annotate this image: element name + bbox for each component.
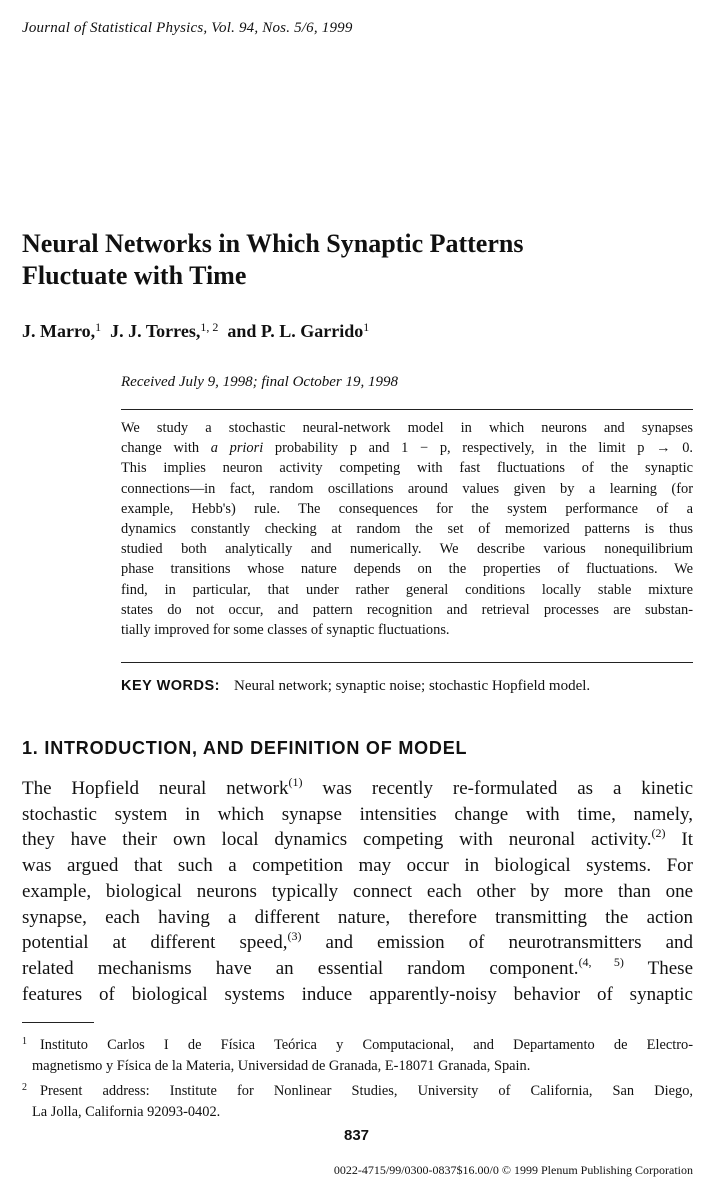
section-heading: 1. INTRODUCTION, AND DEFINITION OF MODEL [22, 738, 468, 758]
footnote-line [22, 1077, 693, 1102]
author-name: J. Marro, [22, 321, 96, 341]
copyright-line: 0022-4715/99/0300-0837$16.00/0 © 1999 Plenum Publishing Corporation [333, 1163, 693, 1177]
text-run: Present address: Institute for Nonlinear Studies, University of California, San Diego, [40, 1083, 693, 1099]
abstract-line [121, 438, 693, 458]
text-run: they have their own local dynamics competing with neuronal activity. [22, 829, 652, 851]
abstract-line: example, Hebb's) rule. The consequences for the system performance of a [121, 500, 693, 517]
footnote-mark: 1 [22, 1036, 27, 1047]
footnote [22, 1031, 693, 1077]
text-run: It [665, 829, 693, 851]
text-run: and emission of neurotransmitters and [301, 932, 694, 954]
abstract-line: states do not occur, and pattern recognition and retrieval processes are substan- [121, 601, 693, 618]
affiliation-mark: 1 [95, 320, 102, 334]
paragraph-line: was argued that such a competition may occur in biological systems. For [22, 855, 693, 877]
abstract-line: We study a stochastic neural-network model in which neurons and synapses [121, 420, 693, 436]
journal-header: Journal of Statistical Physics, Vol. 94, Nos. 5/6, 1999 [22, 20, 353, 36]
abstract-italic: a priori [210, 440, 264, 457]
abstract-line: studied both analytically and numerically. We describe various nonequilibrium [121, 541, 693, 558]
author-list [22, 320, 369, 342]
citation: (2) [651, 826, 666, 841]
paragraph-line [22, 776, 693, 802]
abstract-line: tially improved for some classes of synaptic fluctuations. [121, 622, 450, 639]
abstract-line: connections—in fact, random oscillations around values given by a learning (for [121, 480, 693, 497]
text-run: Instituto Carlos I de Física Teórica y Computacional, and Departamento de Electro- [40, 1037, 693, 1053]
abstract-top-rule [121, 409, 693, 410]
citation: (1) [288, 775, 303, 789]
abstract-text: probability p and 1 − p, respectively, in the limit p → 0. [274, 440, 693, 457]
text-run: The Hopfield neural network [22, 778, 289, 799]
abstract-line: This implies neuron activity competing with fast fluctuations of the synaptic [121, 460, 693, 477]
abstract-line: phase transitions whose nature depends on the properties of fluctuations. We [121, 561, 693, 578]
footnote-line [22, 1031, 693, 1056]
citation: (4, 5) [578, 954, 624, 969]
keywords [121, 678, 590, 695]
abstract-line: find, in particular, that under rather general conditions locally stable mixture [121, 581, 693, 598]
paragraph-line [22, 827, 693, 853]
paper-title [22, 228, 682, 292]
text-run: related mechanisms have an essential random component. [22, 957, 579, 979]
footnotes [22, 1031, 693, 1123]
abstract-text: change with [121, 440, 200, 457]
affiliation-mark: 1 [363, 320, 370, 334]
affiliation-mark: 1, 2 [200, 320, 219, 334]
keywords-label: KEY WORDS: [121, 678, 220, 694]
author-name: P. L. Garrido [260, 321, 364, 341]
keywords-text: Neural network; synaptic noise; stochastic Hopfield model. [234, 678, 591, 694]
paragraph-line: stochastic system in which synapse intensities change with time, namely, [22, 803, 693, 825]
text-run: was recently re-formulated as a kinetic [302, 778, 694, 799]
footnote [22, 1077, 693, 1123]
page-number: 837 [343, 1127, 370, 1144]
paragraph-line: features of biological systems induce apparently-noisy behavior of synaptic [22, 983, 693, 1005]
title-line: Neural Networks in Which Synaptic Patterns [22, 229, 524, 258]
paragraph-line [22, 956, 693, 982]
footnote-rule [22, 1022, 94, 1023]
footnote-mark: 2 [22, 1082, 27, 1093]
received-dates: Received July 9, 1998; final October 19, 1998 [121, 374, 399, 390]
introduction-paragraph [22, 776, 693, 1007]
author-conjunction: and [227, 321, 257, 341]
text-run: potential at different speed, [22, 932, 288, 954]
text-run: These [623, 957, 693, 979]
citation: (3) [287, 929, 302, 944]
abstract-bottom-rule [121, 662, 693, 663]
paragraph-line: example, biological neurons typically connect each other by more than one [22, 880, 693, 902]
footnote-line: La Jolla, California 92093-0402. [32, 1104, 221, 1120]
footnote-line: magnetismo y Física de la Materia, Universidad de Granada, E-18071 Granada, Spain. [32, 1058, 531, 1074]
paragraph-line: synapse, each having a different nature, therefore transmitting the action [22, 906, 693, 928]
title-line: Fluctuate with Time [22, 261, 247, 290]
author-name: J. J. Torres, [110, 321, 201, 341]
abstract [121, 418, 693, 640]
abstract-line: dynamics constantly checking at random the set of memorized patterns is thus [121, 521, 693, 538]
paragraph-line [22, 930, 693, 956]
